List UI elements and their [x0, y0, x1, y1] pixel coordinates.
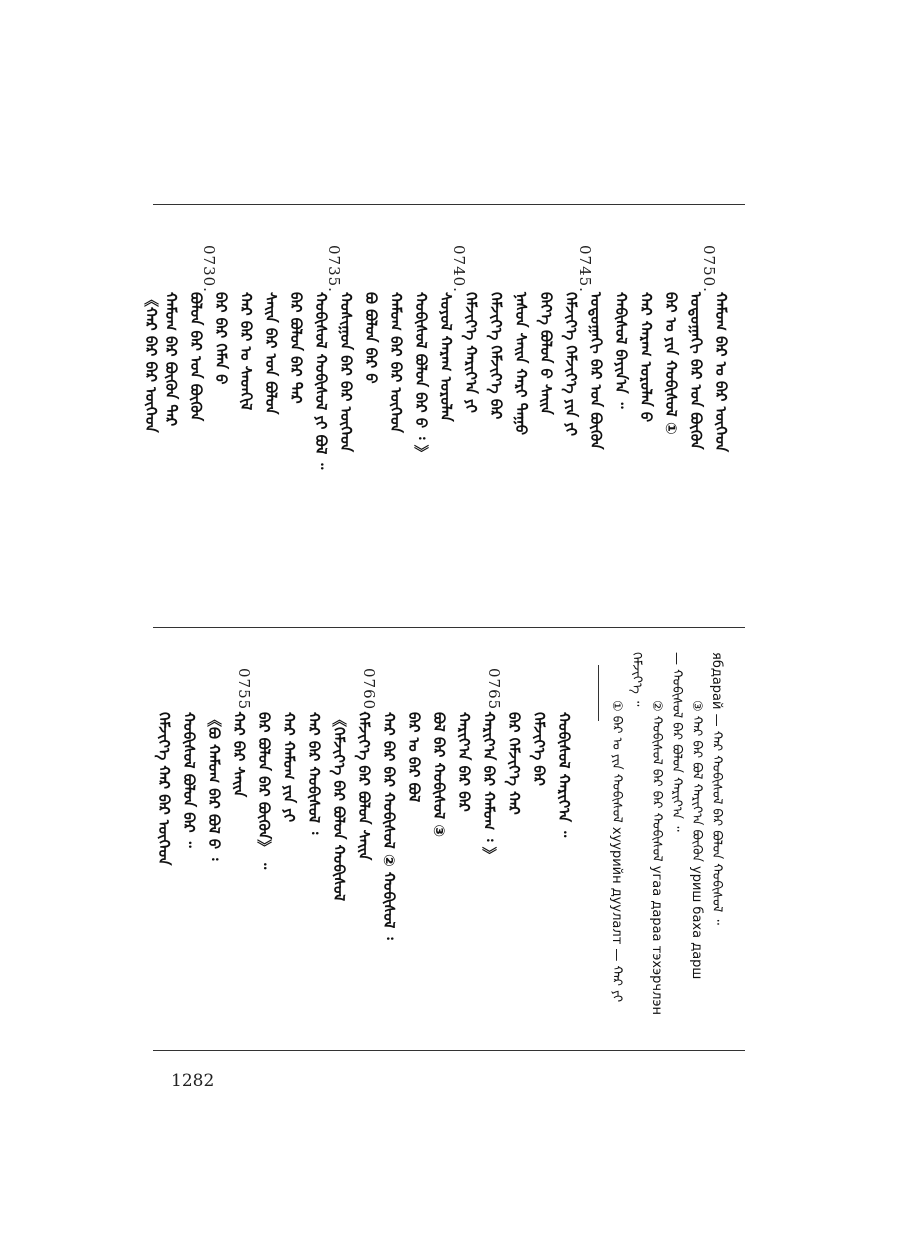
text-column: 《ᠬᠠᠷ ᠪᠠᠷ ᠪᠡᠷ ᠦᠭᠡᠳ — [142, 292, 160, 433]
text-column: ᠬᠡᠮᠵᠢᠶ᠎ᠡ ᠬᠡᠮᠵᠢᠶ᠎ᠡ ᠪᠡᠷ — [487, 292, 505, 420]
footnote-line: ᠬᠡᠮᠵᠢᠶ᠎ᠡ ᠃ — [629, 652, 644, 707]
top-rule — [153, 204, 745, 205]
text-column: ᠪᠠᠷ ᠪᠣᠯᠤᠨ ᠪᠡᠷ ᠪᠦᠬᠦᠨ》 ᠃ — [255, 712, 273, 870]
text-column: 《ᠬᠡᠮᠵᠢᠶ᠎ᠡ ᠪᠠᠷ ᠪᠣᠯᠤᠨ ᠬᠤᠪᠢᠰᠤᠯ — [330, 712, 348, 902]
bottom-rule — [153, 1050, 745, 1051]
footnote-line: ② ᠬᠤᠪᠢᠰᠤᠯ ᠪᠡᠷ ᠪᠠᠷ ᠬᠤᠪᠢᠰᠤᠯ угаа дараа тэхэрчлэн — [649, 700, 664, 1016]
text-column: ᠬᠡᠮᠵᠢᠶ᠎ᠡ ᠬᠠᠷ ᠪᠡᠷ ᠦᠭᠡᠳ — [155, 712, 173, 866]
line-number: 0765. — [485, 668, 503, 716]
text-column: ᠬᠠᠪᠢᠰᠤᠯ ᠪᠠᠶᠢᠨ᠎ᠠ ᠃ — [612, 292, 630, 409]
text-column: ᠬᠡᠮᠵᠢᠶ᠎ᠡ ᠬᠠᠷᠢᠶ᠎ᠠ ᠶᠢ — [462, 292, 480, 413]
footnote-line: ябдарай — ᠬᠠᠷ ᠬᠤᠪᠢᠰᠤᠯ ᠪᠡᠷ ᠪᠣᠯᠤᠨ ᠬᠤᠪᠢᠰᠤᠯ ᠃ — [709, 652, 724, 925]
text-column: ᠬᠡᠮᠵᠢᠶ᠎ᠡ ᠪᠡᠷ — [530, 712, 548, 786]
line-number: 0750. — [700, 245, 718, 293]
text-column: 《ᠪᠣ ᠬᠠᠮᠤᠭ ᠪᠡᠷ ᠪᠣᠯ ᠪ ᠄ — [205, 712, 223, 861]
text-column: ᠬᠣᠰᠢᠭᠤᠨ ᠪᠠᠷ ᠪᠡᠷ ᠦᠭᠡᠳ — [337, 292, 355, 453]
text-column: ᠪᠡᠷ ᠤ ᠪᠡᠷ ᠪᠣᠯ — [405, 712, 423, 803]
line-number: 0745. — [576, 245, 594, 293]
text-column: ᠪᠣᠯᠤᠨ ᠪᠡᠷ ᠤᠨ ᠪᠦᠬᠦᠨ — [187, 292, 205, 422]
line-number: 0760. — [360, 668, 378, 716]
text-column: ᠬᠠᠷ ᠪᠠᠷ ᠬᠤᠪᠢᠰᠤᠯ ᠄ — [305, 712, 323, 835]
line-number: 0730. — [200, 245, 218, 293]
text-column: ᠬᠠᠷᠢᠶ᠎ᠠ ᠪᠠᠷ ᠪᠡᠷ — [455, 712, 473, 812]
text-column: ᠬᠠᠮᠤᠭ ᠪᠠᠷ ᠪᠡᠷ ᠦᠭᠡᠳ — [387, 292, 405, 433]
text-column: ᠬᠤᠪᠢᠰᠤᠯ ᠪᠣᠯᠤᠨ ᠪᠡᠷ ᠃ — [180, 712, 198, 848]
footnote-line: ① ᠪᠠᠷ ᠤ ᠶᠢᠨ ᠬᠤᠪᠢᠰᠤᠯ хуурийн дуулалт — ᠬᠠᠷ ᠶᠢ — [609, 700, 624, 1003]
text-column: ᠬᠠᠷᠢᠶ᠎ᠠ ᠪᠡᠷ ᠬᠠᠮᠤᠭ ᠄ 》 — [480, 712, 498, 862]
page-number: 1282 — [171, 1071, 215, 1091]
text-column: ᠬᠠᠷ ᠪᠠᠷ ᠪᠡᠷ ᠬᠤᠪᠢᠰᠤᠯ ② ᠬᠤᠪᠢᠰᠤᠯ ᠄ — [380, 712, 398, 940]
text-column: ᠬᠠᠷ ᠪᠠᠷ ᠰᠠᠢᠨ — [230, 712, 248, 798]
text-column: ᠬᠡᠮᠵᠢᠶ᠎ᠡ ᠬᠡᠮᠵᠢᠶ᠎ᠡ ᠶᠢᠨ ᠶᠢ — [562, 292, 580, 437]
text-column: ᠪᠣ ᠪᠣᠯᠤᠨ ᠪᠡᠷ ᠪ — [362, 292, 380, 384]
text-column: ᠪᠣᠯ ᠪᠡᠷ ᠬᠤᠪᠢᠰᠤᠯ ③ — [430, 712, 448, 838]
text-column: ᠪᠠᠷ ᠤ ᠶᠢᠨ ᠬᠤᠪᠢᠰᠤᠯ ① — [662, 292, 680, 435]
text-column: ᠬᠤᠪᠢᠰᠤᠯ ᠬᠠᠷᠢᠶ᠎ᠠ ᠃ — [555, 712, 573, 838]
middle-rule — [153, 627, 745, 628]
text-column: ᠬᠠᠮᠤᠭ ᠪᠡᠷ ᠪᠦᠬᠦᠨ ᠲᠡᠷ — [162, 292, 180, 427]
text-column: ᠪᠡᠷ ᠪᠣᠯᠤᠨ ᠪᠡᠷ ᠲᠡᠷ — [287, 292, 305, 404]
text-column: ᠣᠳᠣᠭᠠᠬᠢ ᠪᠡᠷ ᠤᠨ ᠪᠦᠬᠦᠨ — [687, 292, 705, 450]
text-column: ᠬᠠᠷ ᠬᠠᠮᠤᠭ ᠶᠢᠨ ᠶᠢ — [280, 712, 298, 823]
text-column: ᠨᠠᠰᠤᠨ ᠰᠠᠢᠨ ᠬᠠᠷᠢ ᠳᠠᠭᠤ — [512, 292, 530, 436]
line-number: 0735. — [325, 245, 343, 293]
text-column: ᠰᠣᠶᠣᠯ ᠬᠠᠷᠠᠭ ᠣᠷᠣᠯᠠᠨ — [437, 292, 455, 422]
text-column: ᠪᠠᠷ ᠬᠡᠮᠵᠢᠶ᠎ᠡ ᠬᠠᠷ — [505, 712, 523, 815]
text-column: ᠪᠠᠷ ᠪᠠᠷ ᠬᠡᠮᠡᠨ ᠪ — [212, 292, 230, 385]
footnote-separator — [598, 665, 599, 721]
text-column: ᠰᠠᠢᠨ ᠪᠡᠷ ᠤᠨ ᠪᠣᠯᠤᠨ — [262, 292, 280, 415]
text-column: ᠬᠠᠷ ᠪᠠᠷ ᠤ ᠰᠡᠳᠬᠢᠯ — [237, 292, 255, 411]
text-column: ᠬᠤᠪᠢᠰᠤᠯ ᠬᠤᠪᠢᠰᠤᠯ ᠶᠢ ᠪᠣᠯ ᠃ — [312, 292, 330, 470]
line-number: 0740. — [450, 245, 468, 293]
text-column: ᠬᠡᠮᠵᠢᠶ᠎ᠡ ᠪᠡᠷ ᠪᠣᠯᠤᠨ ᠰᠠᠢᠨ — [355, 712, 373, 861]
text-column: ᠣᠳᠣᠭᠠᠬᠢ ᠪᠡᠷ ᠤᠨ ᠪᠦᠬᠦᠨ — [587, 292, 605, 450]
text-column: ᠪᠡᠶ᠎ᠡ ᠪᠣᠯᠤᠨ ᠪ ᠰᠠᠢᠨ — [537, 292, 555, 415]
text-column: ᠬᠠᠮᠤᠭ ᠪᠠᠷ ᠤ ᠪᠡᠷ ᠦᠭᠡᠳ — [712, 292, 730, 453]
footnote-line: ③ ᠬᠠᠷ ᠪᠡᠷ ᠪᠣᠯ ᠬᠠᠷᠢᠶ᠎ᠠ ᠪᠦᠬᠦᠨ уриш баха дарш — [689, 700, 704, 980]
footnote-line: — ᠬᠤᠪᠢᠰᠤᠯ ᠪᠡᠷ ᠪᠣᠯᠤᠨ ᠬᠠᠷᠢᠶ᠎ᠠ ᠃ — [669, 652, 684, 832]
text-column: ᠬᠤᠪᠢᠰᠤᠯ ᠪᠣᠯᠤᠨ ᠪᠡᠷ ᠪ ᠄ 》 — [412, 292, 430, 460]
line-number: 0755. — [235, 668, 253, 716]
text-column: ᠬᠠᠷ ᠬᠠᠷᠠᠭ ᠣᠷᠣᠯᠠᠨ ᠪ — [637, 292, 655, 423]
